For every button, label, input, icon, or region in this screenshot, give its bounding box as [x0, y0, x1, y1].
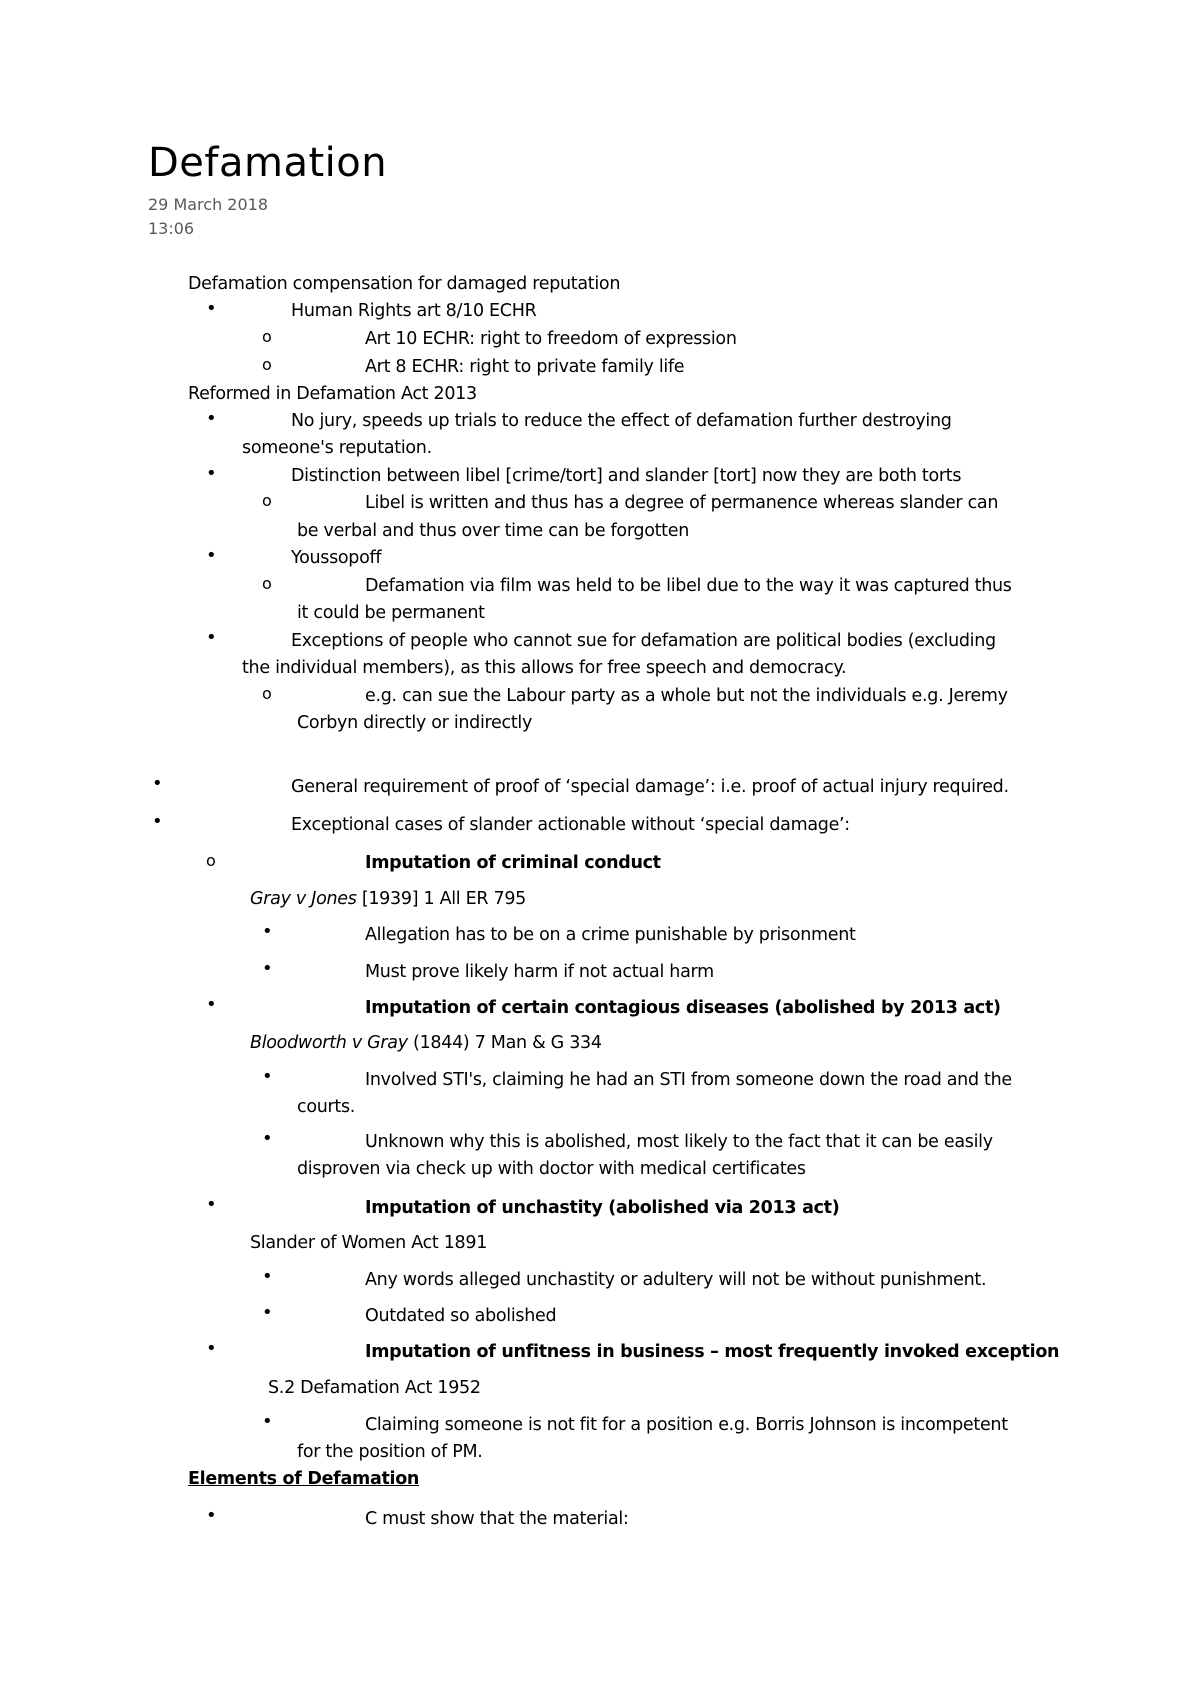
note-line: Reformed in Defamation Act 2013 [188, 384, 477, 404]
note-line: Exceptions of people who cannot sue for defamation are political bodies (excluding [291, 631, 996, 651]
note-line: Outdated so abolished [365, 1306, 557, 1326]
note-line: courts. [297, 1097, 356, 1117]
note-heading: Imputation of certain contagious diseases (abolished by 2013 act) [365, 998, 1001, 1018]
bullet-disc: • [206, 298, 217, 319]
note-line: Unknown why this is abolished, most likely to the fact that it can be easily [365, 1132, 993, 1152]
note-date: 29 March 2018 [148, 195, 269, 214]
bullet-disc: • [152, 773, 163, 794]
note-line: disproven via check up with doctor with medical certificates [297, 1159, 806, 1179]
note-time: 13:06 [148, 219, 195, 238]
bullet-disc: • [206, 1505, 217, 1526]
note-line: Claiming someone is not fit for a position e.g. Borris Johnson is incompetent [365, 1415, 1008, 1435]
note-line: Corbyn directly or indirectly [297, 713, 533, 733]
note-line: No jury, speeds up trials to reduce the effect of defamation further destroying [291, 411, 952, 431]
bullet-disc: • [262, 921, 273, 942]
bullet-disc: • [152, 811, 163, 832]
case-citation: Gray v Jones [1939] 1 All ER 795 [250, 889, 527, 909]
note-line: the individual members), as this allows for free speech and democracy. [242, 658, 847, 678]
note-line: e.g. can sue the Labour party as a whole but not the individuals e.g. Jeremy [365, 686, 1008, 706]
bullet-disc: • [206, 627, 217, 648]
bullet-circle: o [262, 491, 272, 510]
note-line: for the position of PM. [297, 1442, 483, 1462]
note-line: Involved STI's, claiming he had an STI from someone down the road and the [365, 1070, 1012, 1090]
bullet-disc: • [262, 1266, 273, 1287]
bullet-disc: • [206, 994, 217, 1015]
bullet-disc: • [206, 545, 217, 566]
bullet-disc: • [206, 463, 217, 484]
bullet-disc: • [262, 1411, 273, 1432]
bullet-disc: • [206, 1338, 217, 1359]
note-line: General requirement of proof of ‘special damage’: i.e. proof of actual injury required. [291, 777, 1009, 797]
bullet-circle: o [262, 574, 272, 593]
bullet-disc: • [262, 958, 273, 979]
note-line: Exceptional cases of slander actionable without ‘special damage’: [291, 815, 850, 835]
bullet-disc: • [262, 1302, 273, 1323]
note-line: Any words alleged unchastity or adultery will not be without punishment. [365, 1270, 987, 1290]
note-line: Distinction between libel [crime/tort] and slander [tort] now they are both torts [291, 466, 962, 486]
note-line: Art 10 ECHR: right to freedom of expression [365, 329, 737, 349]
bullet-disc: • [262, 1128, 273, 1149]
bullet-circle: o [206, 851, 216, 870]
note-line: Allegation has to be on a crime punishable by prisonment [365, 925, 856, 945]
note-heading: Imputation of criminal conduct [365, 853, 661, 873]
note-line: S.2 Defamation Act 1952 [268, 1378, 481, 1398]
note-line: Youssopoff [291, 548, 382, 568]
note-line: Slander of Women Act 1891 [250, 1233, 488, 1253]
page-title: Defamation [148, 140, 388, 186]
note-line: C must show that the material: [365, 1509, 629, 1529]
case-citation: Bloodworth v Gray (1844) 7 Man & G 334 [250, 1033, 602, 1053]
note-line: someone's reputation. [242, 438, 432, 458]
note-line: Art 8 ECHR: right to private family life [365, 357, 685, 377]
bullet-circle: o [262, 355, 272, 374]
note-line: Must prove likely harm if not actual harm [365, 962, 714, 982]
note-line: Libel is written and thus has a degree of permanence whereas slander can [365, 493, 999, 513]
note-heading: Imputation of unchastity (abolished via 2013 act) [365, 1198, 840, 1218]
note-line: be verbal and thus over time can be forgotten [297, 521, 689, 541]
note-line: it could be permanent [297, 603, 485, 623]
bullet-disc: • [262, 1066, 273, 1087]
bullet-disc: • [206, 1194, 217, 1215]
note-line: Defamation via film was held to be libel due to the way it was captured thus [365, 576, 1012, 596]
bullet-circle: o [262, 327, 272, 346]
note-line: Human Rights art 8/10 ECHR [291, 301, 537, 321]
bullet-disc: • [206, 408, 217, 429]
bullet-circle: o [262, 684, 272, 703]
note-heading: Imputation of unfitness in business – most frequently invoked exception [365, 1342, 1060, 1362]
section-heading: Elements of Defamation [188, 1469, 420, 1489]
note-line: Defamation compensation for damaged reputation [188, 274, 621, 294]
